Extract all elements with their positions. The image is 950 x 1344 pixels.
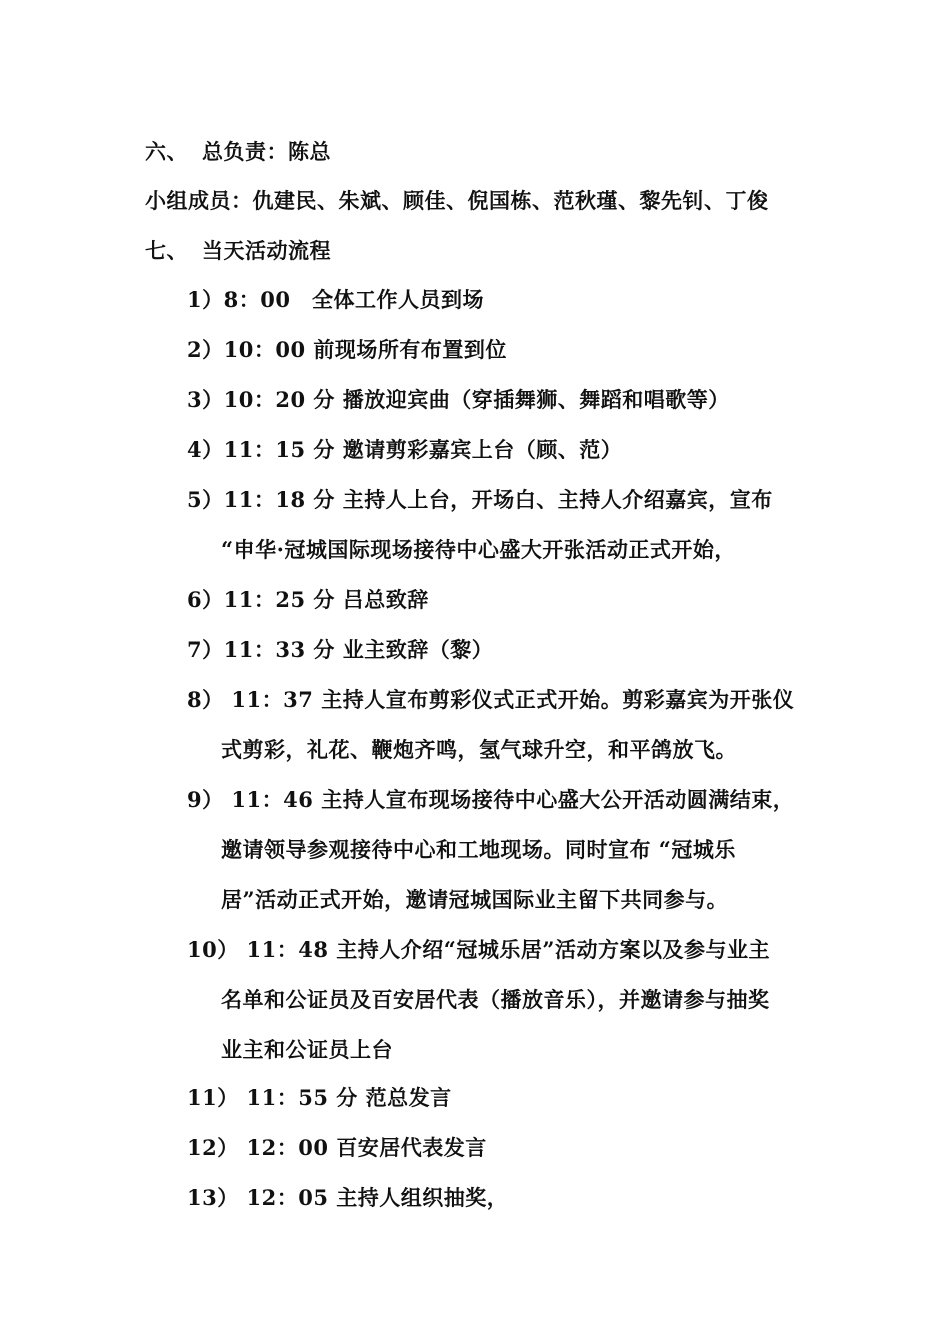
list-item-number: 1）: [187, 287, 224, 312]
section-6-members: 小组成员：仇建民、朱斌、顾佳、倪国栋、范秋瑾、黎先钊、丁俊: [145, 188, 769, 213]
section-7-number: 七、: [145, 238, 188, 263]
list-item-number: 2）: [187, 337, 224, 362]
list-item-number: 4）: [187, 437, 224, 462]
list-item-number: 6）: [187, 587, 224, 612]
list-item: [187, 936, 770, 964]
list-item-number: 13）: [187, 1185, 239, 1210]
section-6-number: 六、: [145, 139, 188, 164]
list-item-text: 11：46 主持人宣布现场接待中心盛大公开活动圆满结束，: [223, 787, 795, 812]
list-item: [187, 636, 493, 664]
list-item-continuation: 业主和公证员上台: [221, 1037, 393, 1062]
list-item-text: 10：00 前现场所有布置到位: [223, 337, 507, 362]
list-item-text: 10：20 分 播放迎宾曲（穿插舞狮、舞蹈和唱歌等）: [223, 387, 730, 412]
list-item-text: 11：33 分 业主致辞（黎）: [223, 637, 494, 662]
list-item-continuation: 邀请领导参观接待中心和工地现场。同时宣布 “冠城乐: [221, 837, 736, 862]
section-7-heading: [145, 237, 331, 265]
list-item-number: 3）: [187, 387, 224, 412]
list-item: [187, 286, 484, 314]
list-item: [187, 1084, 452, 1112]
list-item: [187, 1134, 487, 1162]
list-item-text: 12：05 主持人组织抽奖，: [238, 1185, 509, 1210]
list-item: [187, 336, 507, 364]
list-item: [187, 386, 730, 414]
list-item-number: 12）: [187, 1135, 239, 1160]
list-item-text: 11：18 分 主持人上台，开场白、主持人介绍嘉宾，宣布: [223, 487, 773, 512]
list-item-continuation: 式剪彩，礼花、鞭炮齐鸣，氢气球升空，和平鸽放飞。: [221, 737, 737, 762]
list-item: [187, 486, 773, 514]
list-item: [187, 436, 622, 464]
list-item-number: 7）: [187, 637, 224, 662]
list-item-text: 11：25 分 吕总致辞: [223, 587, 429, 612]
list-item-text: 11：15 分 邀请剪彩嘉宾上台（顾、范）: [223, 437, 623, 462]
list-item-number: 8）: [187, 687, 224, 712]
list-item-text: 11：37 主持人宣布剪彩仪式正式开始。剪彩嘉宾为开张仪: [223, 687, 795, 712]
list-item-continuation: “申华·冠城国际现场接待中心盛大开张活动正式开始，: [221, 537, 736, 562]
list-item-continuation: 名单和公证员及百安居代表（播放音乐），并邀请参与抽奖: [221, 987, 770, 1012]
list-item: [187, 786, 794, 814]
list-item: [187, 586, 429, 614]
section-7-title: 当天活动流程: [202, 238, 331, 263]
list-item-continuation: 居”活动正式开始，邀请冠城国际业主留下共同参与。: [221, 887, 729, 912]
section-6-title: 总负责：陈总: [202, 139, 331, 164]
list-item-text: 11：48 主持人介绍“冠城乐居”活动方案以及参与业主: [238, 937, 770, 962]
list-item-number: 5）: [187, 487, 224, 512]
list-item: [187, 686, 794, 714]
list-item-text: 8：00 全体工作人员到场: [223, 287, 484, 312]
list-item-text: 11：55 分 范总发言: [238, 1085, 452, 1110]
section-6-heading: [145, 138, 331, 166]
list-item-number: 9）: [187, 787, 224, 812]
list-item: [187, 1184, 508, 1212]
list-item-text: 12：00 百安居代表发言: [238, 1135, 487, 1160]
list-item-number: 10）: [187, 937, 239, 962]
list-item-number: 11）: [187, 1085, 239, 1110]
